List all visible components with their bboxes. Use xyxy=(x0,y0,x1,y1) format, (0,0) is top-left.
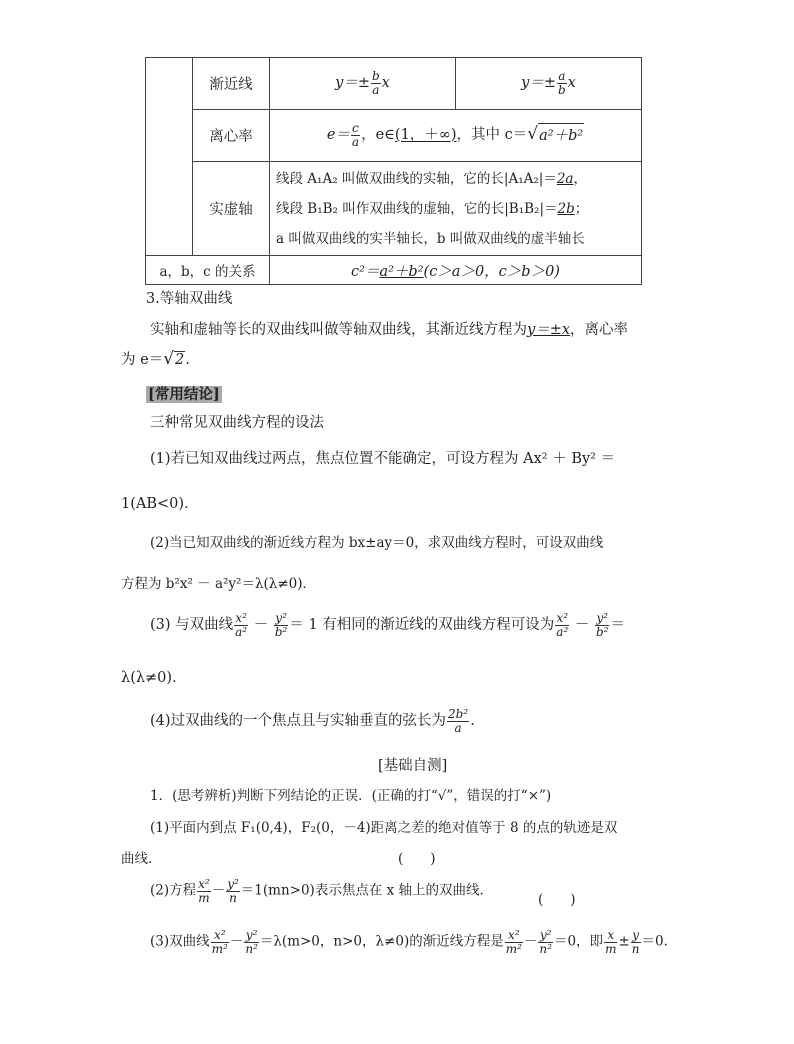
asymptote-label: 渐近线 xyxy=(193,58,270,110)
section3-line2: 为 e＝√2. xyxy=(121,349,190,369)
conclusion-item-2b: 方程为 b²x² － a²y²＝λ(λ≠0)． xyxy=(121,576,316,592)
conclusions-tag: [常用结论] xyxy=(148,386,220,403)
blank-cell xyxy=(146,58,193,256)
question-1: 1．(思考辨析)判断下列结论的正误．(正确的打“√”，错误的打“×”) xyxy=(150,788,552,804)
question-1-1a: (1)平面内到点 F₁(0,4)，F₂(0，－4)距离之差的绝对值等于 8 的点的轨迹是双 xyxy=(150,820,618,836)
relation-formula: c²＝a²＋b²(c＞a＞0，c＞b＞0) xyxy=(270,256,642,285)
section3-line1: 实轴和虚轴等长的双曲线叫做等轴双曲线，其渐近线方程为y＝±x，离心率 xyxy=(150,322,629,338)
answer-paren-1[interactable]: ( ) xyxy=(398,851,436,867)
axis-description: 线段 A₁A₂ 叫做双曲线的实轴，它的长|A₁A₂|＝2a， 线段 B₁B₂ 叫作双曲线的虚轴，它的长|B₁B₂|＝2b； a 叫做双曲线的实半轴长，b 叫做双曲线的虚半轴长 xyxy=(270,162,642,256)
conclusion-item-3a: (3) 与双曲线 $\frac{\text{x²}}{\text{a²}}$ － $\frac{\text{y²}}{\text{b²}}$ ＝ 1 有相同的渐近线的双曲线方程可设为 $\frac{\text{x²}}{\text{a²}}$ － $\frac{\text{y²}}{\text{b²}}$ ＝ xyxy=(150,611,625,639)
conclusions-heading: 三种常见双曲线方程的设法 xyxy=(150,415,324,431)
eccentricity-label: 离心率 xyxy=(193,110,270,162)
selftest-heading: [基础自测] xyxy=(378,758,448,774)
eccentricity-formula: e＝ $\frac{c}{a}$ ，e∈(1，＋∞)，其中 c＝√a²＋b² xyxy=(270,110,642,162)
axis-label: 实虚轴 xyxy=(193,162,270,256)
conclusion-item-3b: λ(λ≠0)． xyxy=(121,670,187,686)
question-1-3: (3)双曲线 $\frac{\text{x²}}{\text{m²}}$ － $\frac{\text{y²}}{\text{n²}}$ ＝λ(m>0，n>0，λ≠0)的渐近线方程是 $\frac{\text{x²}}{\text{m²}}$ － $\frac{\text{y²}}{\text{n²}}$ ＝0，即 $\frac{x}{m}$ ± $\frac{y}{n}$ ＝0. xyxy=(150,928,668,956)
conclusion-item-1b: 1(AB<0)． xyxy=(121,496,199,512)
section3-title: 3.等轴双曲线 xyxy=(146,291,233,307)
conclusion-item-4: (4)过双曲线的一个焦点且与实轴垂直的弦长为 $\frac{\text{2b²}}{a}$ . xyxy=(150,707,475,735)
hyperbola-properties-table xyxy=(145,57,642,285)
asymptote-y-axis: y＝± $\frac{a}{b}$ x xyxy=(456,58,642,110)
conclusion-item-2a: (2)当已知双曲线的渐近线方程为 bx±ay＝0，求双曲线方程时，可设双曲线 xyxy=(150,535,604,551)
asymptote-x-axis: y＝± $\frac{b}{a}$ x xyxy=(270,58,456,110)
question-1-1b: 曲线． xyxy=(121,851,162,867)
answer-paren-2[interactable]: ( ) xyxy=(538,892,576,908)
conclusion-item-1a: (1)若已知双曲线过两点，焦点位置不能确定，可设方程为 Ax² ＋ By² ＝ xyxy=(150,451,616,467)
relation-label: a，b，c 的关系 xyxy=(146,256,270,285)
question-1-2: (2)方程 $\frac{\text{x²}}{m}$ － $\frac{\text{y²}}{n}$ ＝1(mn>0)表示焦点在 x 轴上的双曲线． xyxy=(150,877,494,905)
